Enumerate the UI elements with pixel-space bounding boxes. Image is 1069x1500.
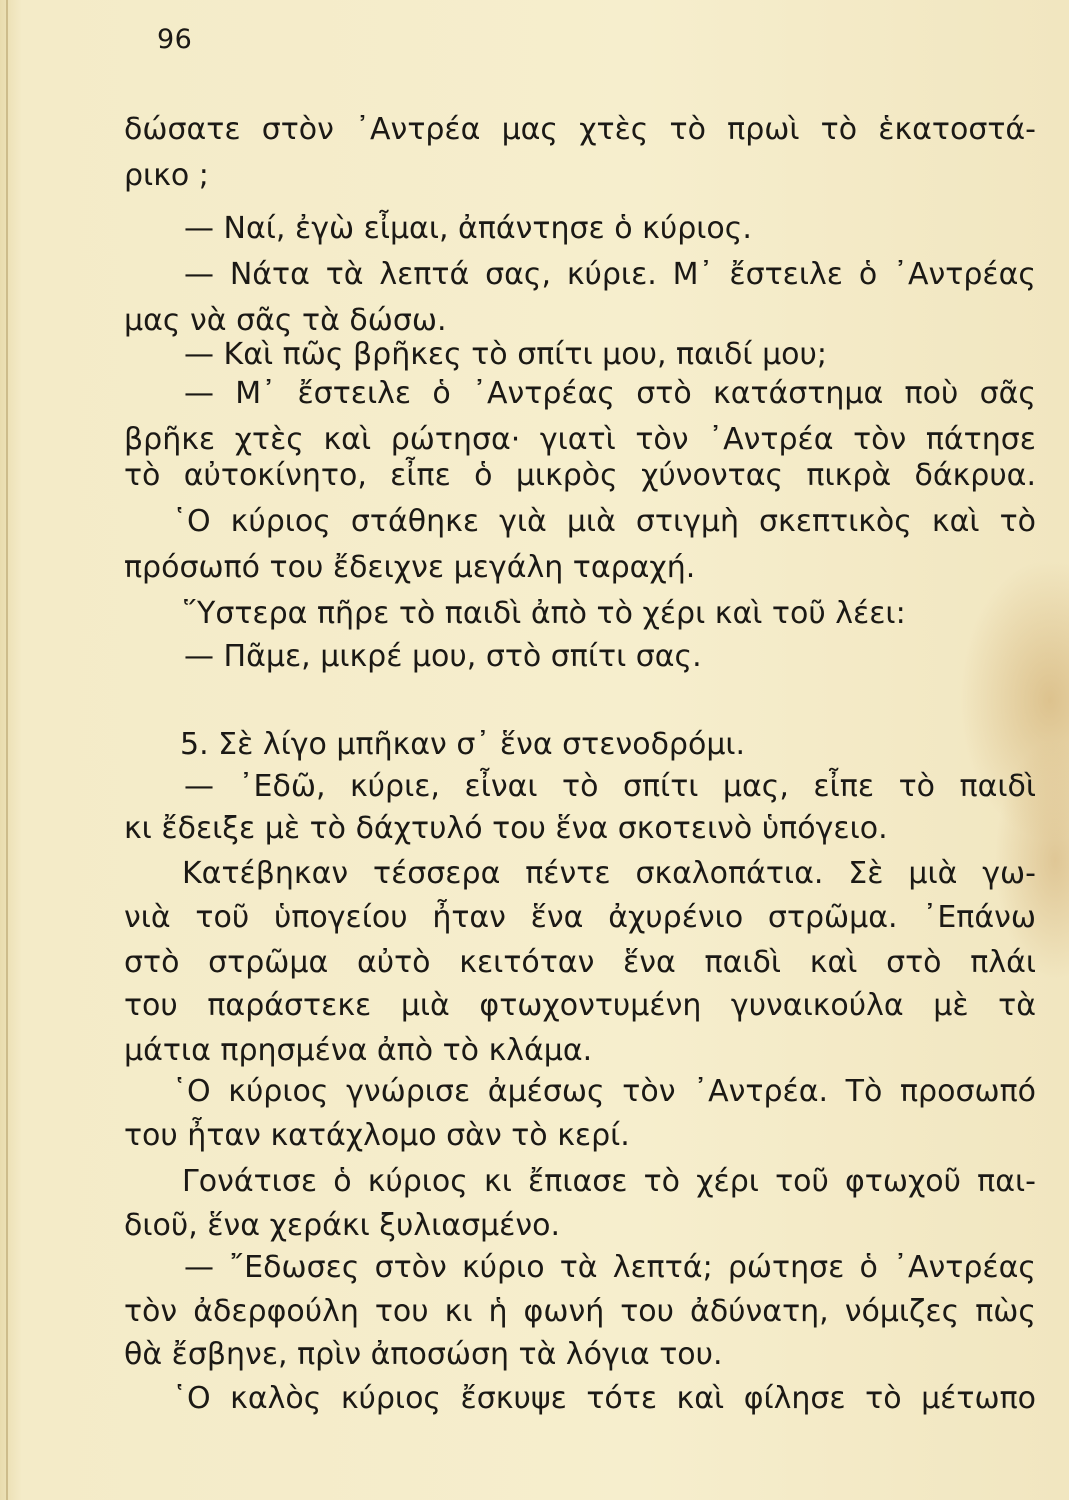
- text-line: — Μ᾿ ἔστειλε ὁ ᾿Αντρέας στὸ κατάστημα ποὺ σᾶς: [184, 376, 1036, 411]
- page-number: 96: [157, 24, 193, 55]
- text-line: διοῦ, ἕνα χεράκι ξυλιασμένο.: [124, 1208, 561, 1243]
- text-line: Γονάτισε ὁ κύριος κι ἔπιασε τὸ χέρι τοῦ φτωχοῦ παι-: [182, 1164, 1036, 1199]
- text-line: ῾Ο κύριος γνώρισε ἀμέσως τὸν ᾿Αντρέα. Τὸ προσωπό: [172, 1074, 1036, 1109]
- page-spine-edge: [6, 0, 8, 1500]
- text-line: ρικο ;: [124, 158, 209, 193]
- text-line: του ἦταν κατάχλομο σὰν τὸ κερί.: [124, 1118, 630, 1153]
- text-line: 5. Σὲ λίγο μπῆκαν σ᾿ ἕνα στενοδρόμι.: [180, 727, 746, 762]
- text-line: πρόσωπό του ἔδειχνε μεγάλη ταραχή.: [124, 550, 696, 585]
- text-line: τὸ αὐτοκίνητο, εἶπε ὁ μικρὸς χύνοντας πικρὰ δάκρυα.: [124, 458, 1036, 493]
- text-line: — ᾿Εδῶ, κύριε, εἶναι τὸ σπίτι μας, εἶπε τὸ παιδὶ: [184, 769, 1036, 804]
- text-line: βρῆκε χτὲς καὶ ρώτησα· γιατὶ τὸν ᾿Αντρέα τὸν πάτησε: [124, 422, 1036, 457]
- text-line: — ῎Εδωσες στὸν κύριο τὰ λεπτά; ρώτησε ὁ ᾿Αντρέας: [184, 1250, 1036, 1285]
- text-line: του παράστεκε μιὰ φτωχοντυμένη γυναικούλα μὲ τὰ: [124, 988, 1036, 1023]
- text-line: — Νάτα τὰ λεπτά σας, κύριε. Μ᾿ ἔστειλε ὁ ᾿Αντρέας: [184, 257, 1036, 292]
- text-line: τὸν ἀδερφούλη του κι ἡ φωνή του ἀδύνατη, νόμιζες πὼς: [124, 1294, 1036, 1329]
- text-line: — Καὶ πῶς βρῆκες τὸ σπίτι μου, παιδί μου;: [184, 337, 827, 372]
- text-line: ῞Υστερα πῆρε τὸ παιδὶ ἀπὸ τὸ χέρι καὶ τοῦ λέει:: [182, 596, 906, 631]
- text-line: μάτια πρησμένα ἀπὸ τὸ κλάμα.: [124, 1033, 593, 1068]
- text-line: στὸ στρῶμα αὐτὸ κειτόταν ἕνα παιδὶ καὶ στὸ πλάι: [124, 945, 1036, 980]
- text-line: ῾Ο κύριος στάθηκε γιὰ μιὰ στιγμὴ σκεπτικὸς καὶ τὸ: [172, 504, 1036, 539]
- text-line: θὰ ἔσβηνε, πρὶν ἀποσώση τὰ λόγια του.: [124, 1337, 723, 1372]
- text-line: δώσατε στὸν ᾿Αντρέα μας χτὲς τὸ πρωὶ τὸ ἑκατοστά-: [124, 112, 1036, 147]
- text-line: Κατέβηκαν τέσσερα πέντε σκαλοπάτια. Σὲ μιὰ γω-: [182, 856, 1036, 891]
- text-line: νιὰ τοῦ ὑπογείου ἦταν ἕνα ἀχυρένιο στρῶμα. ᾿Επάνω: [124, 900, 1036, 935]
- text-line: μας νὰ σᾶς τὰ δώσω.: [124, 303, 447, 338]
- text-line: — Ναί, ἐγὼ εἶμαι, ἀπάντησε ὁ κύριος.: [184, 211, 752, 246]
- text-line: κι ἔδειξε μὲ τὸ δάχτυλό του ἕνα σκοτεινὸ ὑπόγειο.: [124, 811, 888, 846]
- text-line: ῾Ο καλὸς κύριος ἔσκυψε τότε καὶ φίλησε τὸ μέτωπο: [172, 1381, 1036, 1416]
- text-line: — Πᾶμε, μικρέ μου, στὸ σπίτι σας.: [184, 639, 702, 674]
